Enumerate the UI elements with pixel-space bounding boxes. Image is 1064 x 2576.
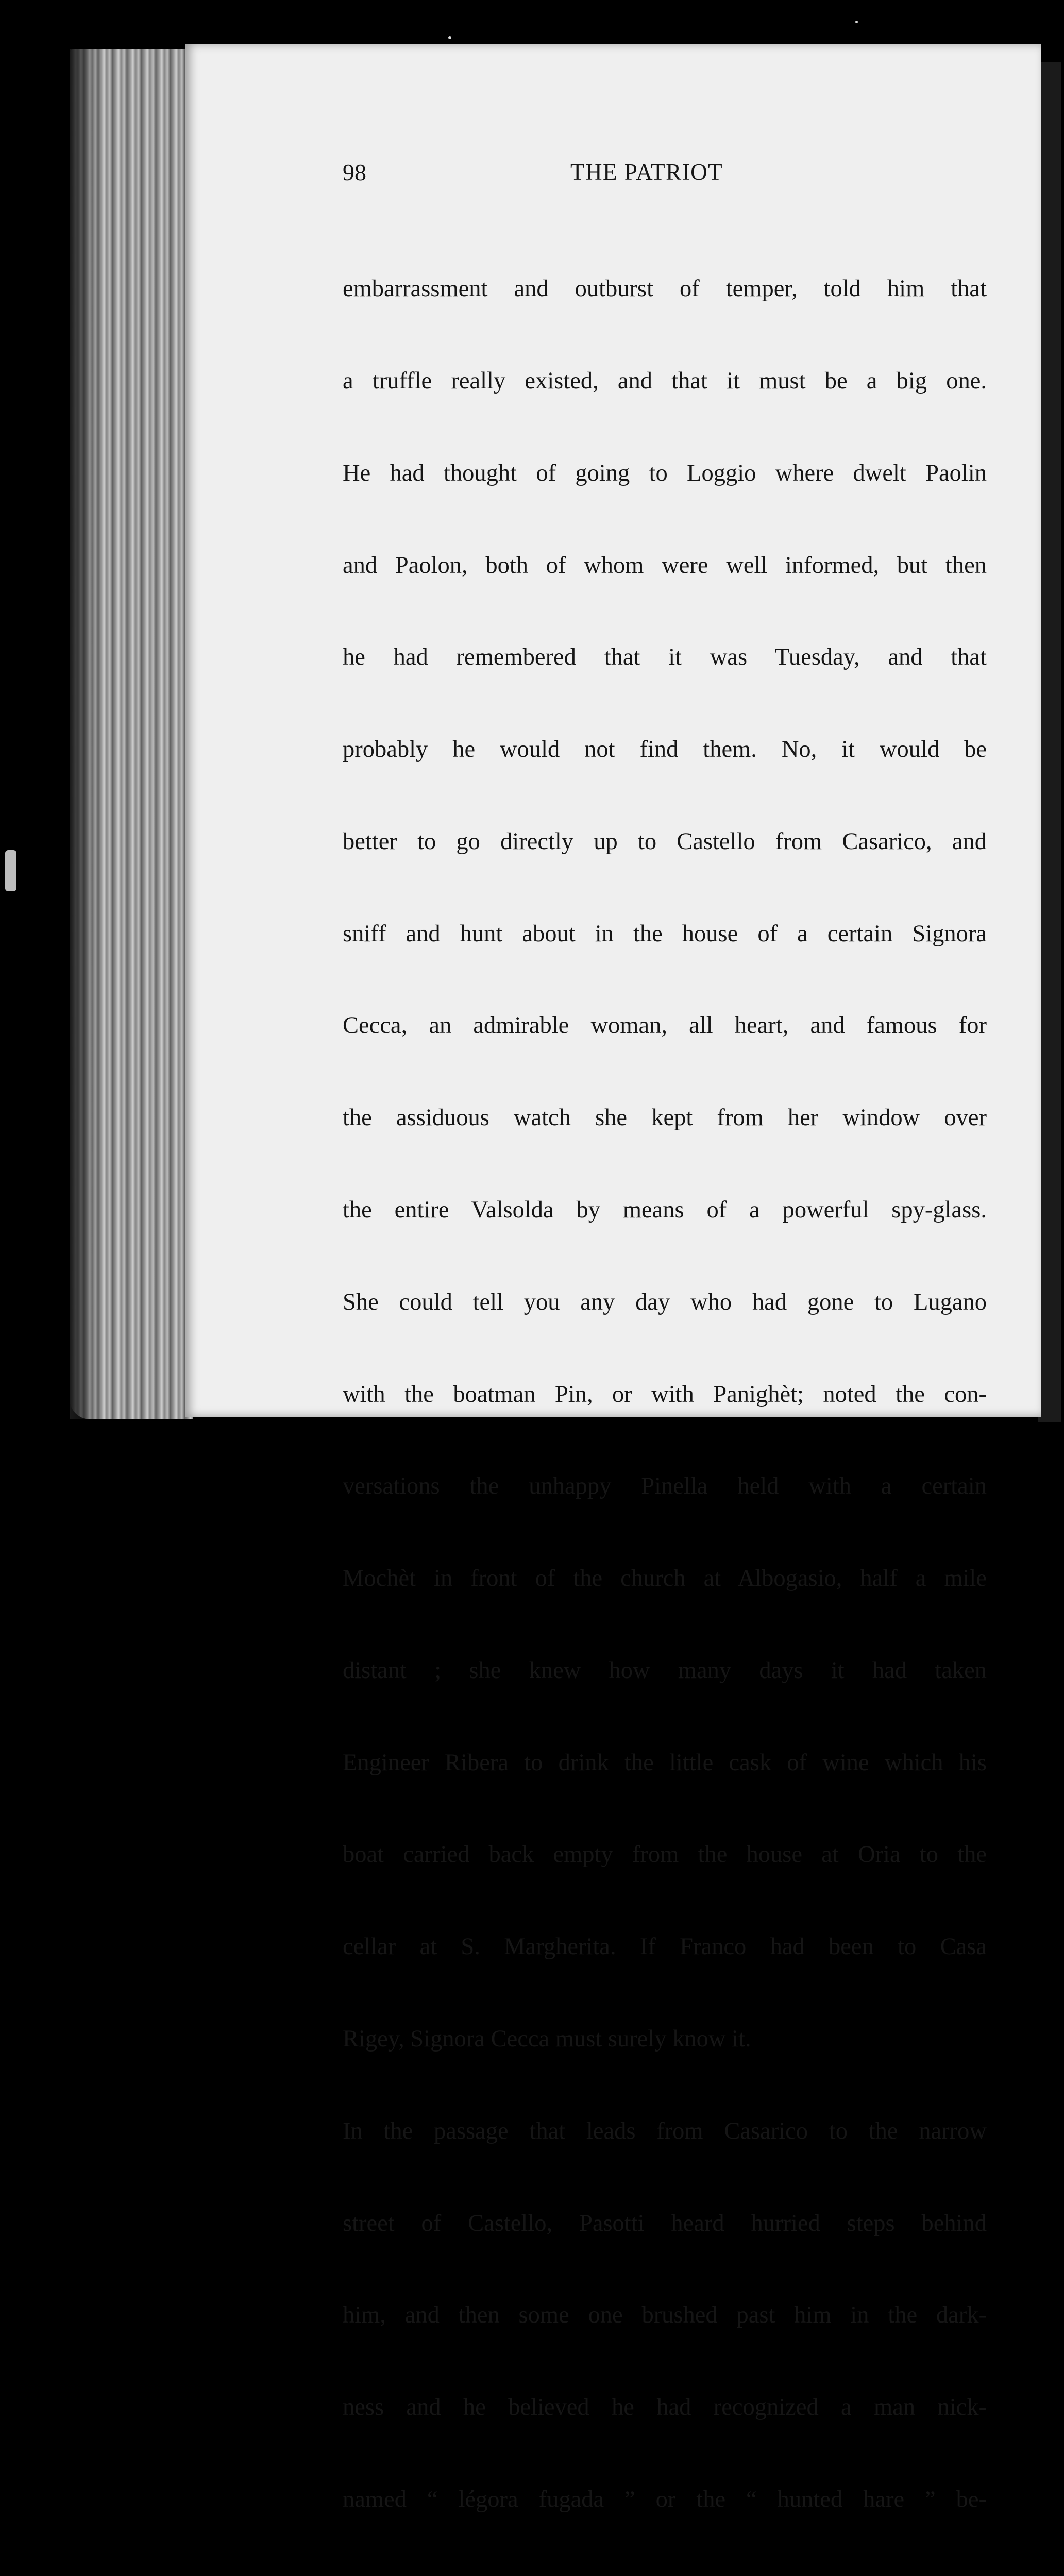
text-line: the entire Valsolda by means of a powerful spy-glass. [343, 1197, 987, 1223]
text-line: Engineer Ribera to drink the little cask of wine which his [343, 1749, 987, 1776]
text-line: Mochèt in front of the church at Albogasio, half a mile [343, 1565, 987, 1592]
right-binding-shadow [1038, 62, 1061, 1422]
text-line: boat carried back empty from the house at Oria to the [343, 1841, 987, 1868]
text-line: and Paolon, both of whom were well informed, but then [343, 552, 987, 579]
film-speck [5, 850, 16, 891]
page-edge-shadow [70, 49, 100, 1419]
text-line: He had thought of going to Loggio where dwelt Paolin [343, 460, 987, 486]
text-line: sniff and hunt about in the house of a certain Signora [343, 920, 987, 947]
text-line: street of Castello, Pasotti heard hurried steps behind [343, 2210, 987, 2236]
text-line: the assiduous watch she kept from her window over [343, 1105, 987, 1131]
text-line: him, and then some one brushed past him in the dark- [343, 2302, 987, 2329]
body-text [343, 212, 987, 2576]
text-line: In the passage that leads from Casarico to the narrow [343, 2117, 987, 2144]
text-line: he had remembered that it was Tuesday, and that [343, 644, 987, 671]
book-title: THE PATRIOT [570, 159, 723, 185]
text-line: versations the unhappy Pinella held with a certain [343, 1473, 987, 1500]
text-line: with the boatman Pin, or with Panighèt; noted the con- [343, 1381, 987, 1408]
text-line: distant ; she knew how many days it had taken [343, 1657, 987, 1684]
text-line: a truffle really existed, and that it must be a big one. [343, 367, 987, 394]
text-line: cellar at S. Margherita. If Franco had been to Casa [343, 1934, 987, 1960]
text-line: Cecca, an admirable woman, all heart, and famous for [343, 1012, 987, 1039]
text-line: probably he would not find them. No, it would be [343, 736, 987, 763]
film-speck [448, 36, 451, 39]
text-line: Rigey, Signora Cecca must surely know it. [343, 2026, 751, 2053]
text-line: embarrassment and outburst of temper, told him that [343, 276, 987, 302]
text-line: ness and he believed he had recognized a man nick- [343, 2394, 987, 2421]
text-line: named “ légora fugada ” or the “ hunted hare ” be- [343, 2486, 987, 2513]
film-speck [855, 21, 858, 23]
running-head [343, 159, 987, 190]
text-line: She could tell you any day who had gone to Lugano [343, 1289, 987, 1315]
text-line: better to go directly up to Castello from Casarico, and [343, 828, 987, 855]
page-number: 98 [343, 159, 366, 185]
